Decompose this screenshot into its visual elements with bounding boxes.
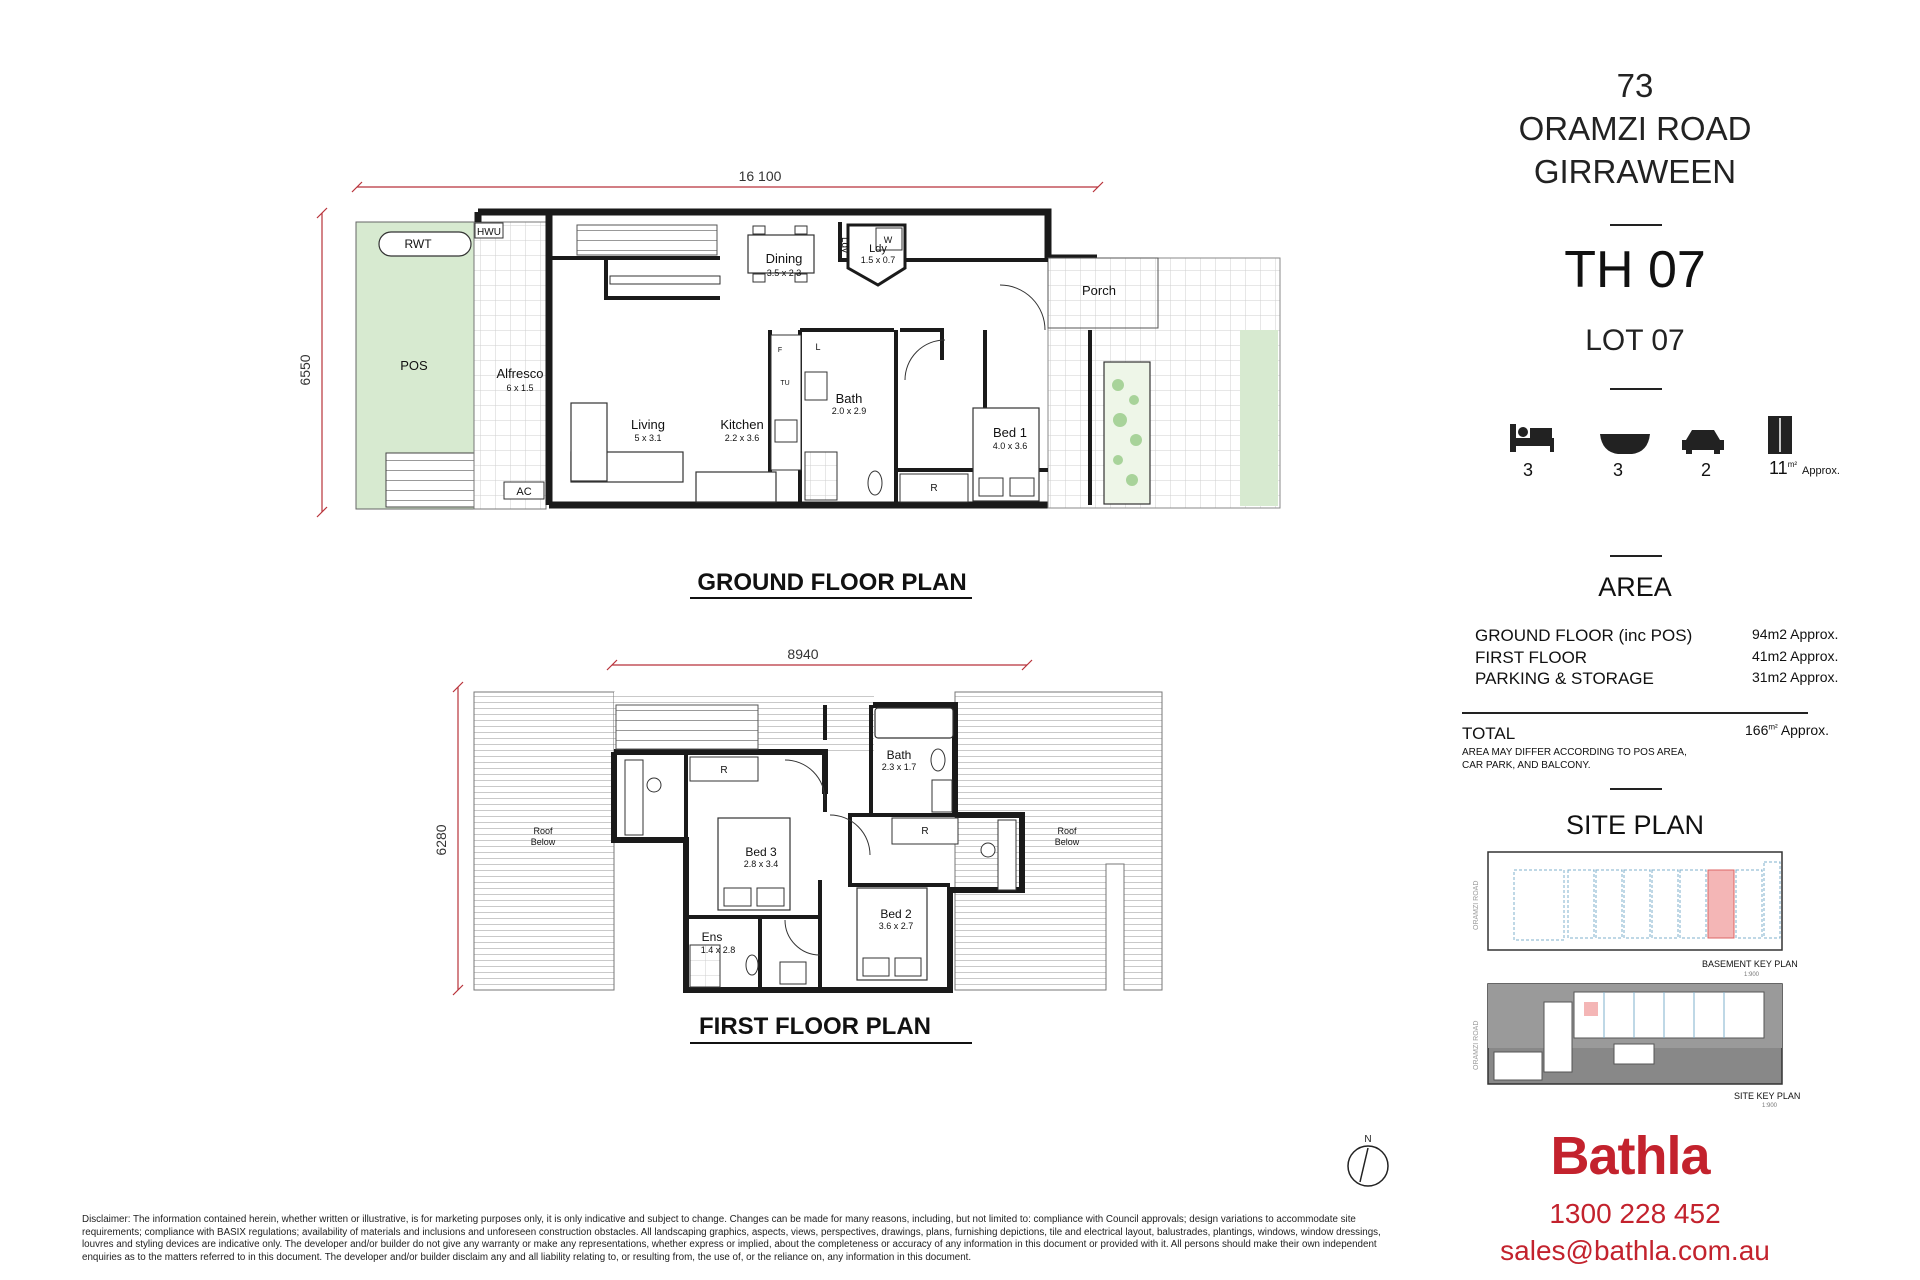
roof-right-label: Roof Below [1054,826,1080,847]
area-row-value: 94m2 Approx. [1752,626,1839,642]
w-label: W [883,235,893,245]
total-rule [1462,712,1808,714]
total-unit: m² [1768,722,1778,732]
ground-width-dimension [352,168,1103,192]
highlight-lot [1708,870,1734,938]
fridge-label: F [777,347,783,354]
ensuite-toilet [746,955,758,975]
kitchen-bench [610,276,720,284]
ground-depth-dimension [297,208,327,517]
features-icons [1500,410,1830,460]
storage-area [1769,458,1840,479]
first-bathtub [875,708,953,738]
area-note: AREA MAY DIFFER ACCORDING TO POS AREA, CAR PARK, AND BALCONY. [1462,747,1687,771]
divider [1610,388,1662,390]
bath-count: 3 [1612,460,1623,480]
first-vanity [932,780,952,812]
divider [1610,555,1662,557]
bed1-robe-label: R [930,483,938,494]
site-plan-heading: SITE PLAN [1565,810,1705,840]
area-row-label: FIRST FLOOR [1475,648,1588,667]
bath-icon [1600,434,1650,454]
tu-label: TU [780,380,790,387]
kitchen-size: 2.2 x 3.6 [724,433,760,443]
pos-steps [386,453,474,507]
bed2-label: Bed 2 [880,907,912,921]
basement-road-label: ORAMZI ROAD [1473,880,1480,930]
bed3-size: 2.8 x 3.4 [743,859,779,869]
first-depth-label: 6280 [433,824,449,856]
side-lawn [1240,330,1278,506]
basement-scale: 1:900 [1744,972,1760,978]
ground-width-label: 16 100 [738,168,782,184]
first-floor-title: FIRST FLOOR PLAN [699,1013,931,1040]
unit-title: TH 07 [1564,241,1706,299]
bed1-label: Bed 1 [993,425,1027,440]
car-count: 2 [1700,460,1711,480]
address-street: ORAMZI ROAD [1518,110,1752,147]
first-bath-label: Bath [886,748,912,762]
bed-count: 3 [1522,460,1533,480]
site-key-label: SITE KEY PLAN [1734,1091,1801,1101]
alfresco-size: 6 x 1.5 [506,383,534,393]
first-width-dimension [607,646,1032,670]
ens-label: Ens [701,930,723,944]
kitchen-label: Kitchen [720,417,764,432]
ground-floor-title: GROUND FLOOR PLAN [697,569,967,596]
area-row-label: PARKING & STORAGE [1475,669,1654,688]
linen-label: L [815,342,821,352]
armchair [571,403,607,481]
basement-key-plan [1464,850,1810,955]
ensuite-vanity [780,962,806,984]
bed3-desk [625,760,643,835]
rwt-label: RWT [404,237,432,251]
total-value: 166 [1745,722,1769,738]
first-toilet [931,749,945,771]
north-label: N [1364,1134,1372,1145]
ldy-vertical-label: Ldy [839,236,850,254]
bathla-logo: Bathla [1550,1126,1710,1186]
ground-floor-plan [297,168,1280,598]
storage-icon [1768,416,1792,454]
area-row-label: GROUND FLOOR (inc POS) [1475,626,1693,645]
first-bath-size: 2.3 x 1.7 [881,762,917,772]
bed2-size: 3.6 x 2.7 [878,921,914,931]
front-door-swing [1000,285,1045,330]
bed1-size: 4.0 x 3.6 [992,441,1028,451]
bed2-robe-label: R [921,826,929,837]
ac-label: AC [516,486,532,498]
storage-suffix: Approx. [1802,465,1840,477]
bed-icon [1510,424,1554,452]
ground-toilet [868,471,882,495]
porch-label: Porch [1082,283,1116,298]
ground-shower [805,452,837,500]
area-heading: AREA [1598,572,1672,602]
bed3-door-swing [785,760,825,800]
ens-size: 1.4 x 2.8 [700,945,736,955]
ldy-label: Ldy [869,243,887,255]
first-depth-dimension [433,682,463,995]
divider [1610,224,1662,226]
phone-number[interactable]: 1300 228 452 [1549,1198,1721,1229]
car-icon [1682,430,1724,454]
north-arrow-icon [1348,1134,1388,1186]
first-floor-plan [433,646,1162,1043]
first-width-label: 8940 [787,646,819,662]
bed1-door-swing [905,340,945,380]
storage-value: 11 [1769,458,1788,478]
ground-bath-size: 2.0 x 2.9 [831,406,867,416]
address-suburb: GIRRAWEEN [1533,153,1737,190]
disclaimer-text: Disclaimer: The information contained herein, whether written or illustrative, is for marketing purposes only, it is only indicative and subject to change. Changes can be made for many reasons, including, but not limited to: compliance with Council approvals; design variations to accommodate site requirements; compliance with BASIX regulations; availability of materials and inclusions and unforeseen construction obstacles. All landscaping graphics, aspects, views, perspectives, drawings, plans, furnishing depictions, tile and electrical layout, balustrades, plantings, windows, window dressings, louvres and styling devices are indicative only. The developer and/or builder do not give any warranty or make any representations, whether express or implied, about the completeness or accuracy of any information in this document or provided with it. All persons should make their own independent enquiries as to the matters referred to in this document. The developer and/or builder disclaim any and all liability relating to, or resulting from, the use of, or the reliance on, any information in this document. [82,1214,1381,1263]
ground-stairs [577,225,717,255]
total-value-wrap [1745,722,1829,738]
alfresco-label: Alfresco [496,366,544,381]
roof-left-label: Roof Below [530,826,556,847]
ground-bath-label: Bath [835,391,863,406]
dining-size: 3.5 x 2.3 [766,268,802,278]
kitchen-island [696,472,776,502]
bed3-label: Bed 3 [745,845,777,859]
ldy-size: 1.5 x 0.7 [860,255,896,265]
address-number: 73 [1616,67,1654,104]
bed2-desk [998,820,1016,890]
pos-label: POS [400,358,428,373]
ensuite-door-swing [785,920,820,955]
living-size: 5 x 3.1 [634,433,662,443]
site-scale: 1:900 [1762,1103,1778,1109]
site-road-label: ORAMZI ROAD [1473,1020,1480,1070]
area-row-value: 41m2 Approx. [1752,648,1839,664]
storage-unit: m² [1787,460,1798,469]
kitchen-bench-side [771,335,801,470]
email-address[interactable]: sales@bathla.com.au [1500,1235,1770,1266]
basement-key-label: BASEMENT KEY PLAN [1702,959,1798,969]
first-stairs [616,705,758,749]
total-suffix: Approx. [1780,722,1830,738]
ground-vanity [805,372,827,400]
total-label: TOTAL [1462,724,1516,743]
living-label: Living [631,417,665,432]
lot-number: LOT 07 [1585,324,1685,357]
dining-label: Dining [765,251,803,266]
bed3-robe-label: R [720,765,728,776]
hwu-label: HWU [477,227,501,238]
area-row-value: 31m2 Approx. [1752,669,1839,685]
ground-depth-label: 6550 [297,354,313,386]
site-key-plan [1464,982,1810,1087]
divider [1610,788,1662,790]
site-highlight [1584,1002,1598,1016]
